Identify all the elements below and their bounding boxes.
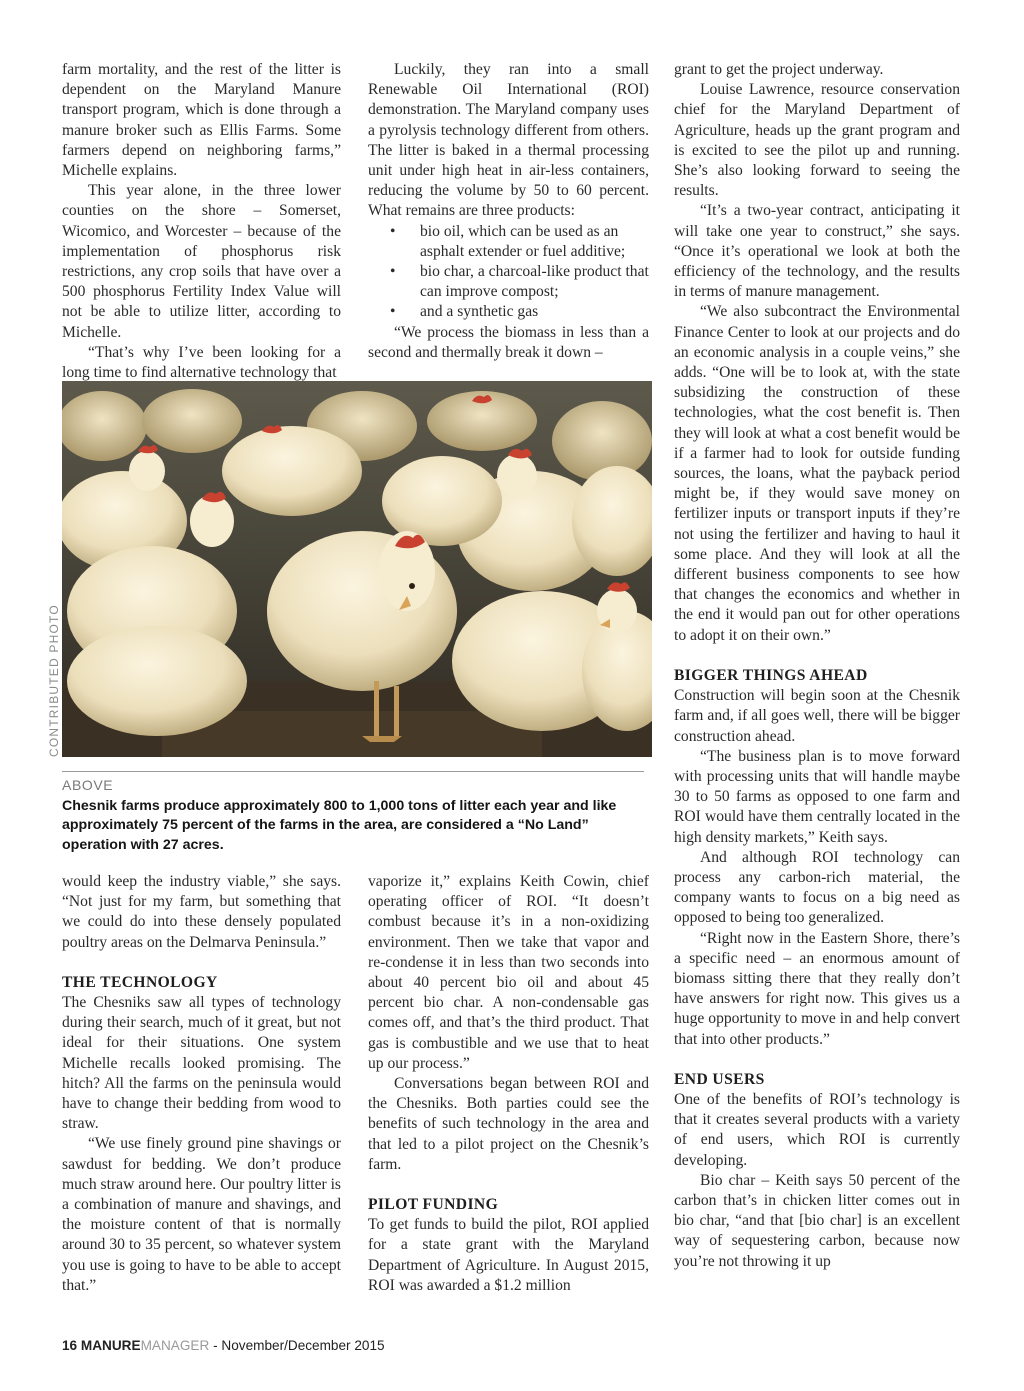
paragraph: grant to get the project underway.	[674, 61, 884, 78]
page-number: 16	[62, 1338, 78, 1353]
paragraph: And although ROI technology can process any carbon-rich material, the company wants to focus on a big need as opposed to being too generalized.	[674, 848, 960, 927]
product-list	[368, 222, 649, 323]
paragraph: “That’s why I’ve been looking for a long time to find alternative technology that	[62, 343, 341, 382]
column-2-top	[368, 60, 649, 363]
caption-label: ABOVE	[62, 777, 114, 793]
paragraph: The Chesniks saw all types of technology during their search, much of it great, but not ideal for their situations. One system Michelle recalls looked promising. The hitch? All the farms on the peninsula would have to change their bedding from wood to straw.	[62, 994, 341, 1133]
photo-credit: CONTRIBUTED PHOTO	[47, 604, 61, 757]
paragraph: vaporize it,” explains Keith Cowin, chief operating officer of ROI. “It doesn’t combust because it’s in a non-oxidizing environment. Then we take that vapor and re-condense it in less than two seconds into about 40 percent bio oil and about 45 percent bio char. A non-condensable gas comes off, and that’s the third product. That gas is combustible and we use that to heat up our process.”	[368, 873, 649, 1072]
section-heading: END USERS	[674, 1070, 765, 1088]
list-item: • bio char, a charcoal-like product that can improve compost;	[368, 262, 649, 302]
paragraph: “The business plan is to move forward with processing units that will handle maybe 30 to 50 farms as opposed to one farm and ROI would have them centrally located in the high density markets,” Keith says.	[674, 747, 960, 846]
section-heading: BIGGER THINGS AHEAD	[674, 666, 868, 684]
list-item: • bio oil, which can be used as an asphalt extender or fuel additive;	[368, 222, 649, 262]
paragraph: Luckily, they ran into a small Renewable Oil International (ROI) demonstration. The Maryland company uses a pyrolysis technology different from others. The litter is baked in a thermal processing unit under high heat in air-less containers, reducing the volume by 50 to 60 percent. What remains are three products:	[368, 61, 649, 220]
column-3	[674, 60, 960, 1272]
caption-rule	[62, 771, 644, 772]
magazine-name-light: MANAGER	[140, 1338, 210, 1353]
paragraph: would keep the industry viable,” she says. “Not just for my farm, but something that we could do into these densely populated poultry areas on the Delmarva Peninsula.”	[62, 873, 341, 951]
section-heading: THE TECHNOLOGY	[62, 973, 218, 991]
column-2-bottom	[368, 872, 649, 1296]
paragraph: Conversations began between ROI and the Chesniks. Both parties could see the benefits of such technology in the area and that led to a pilot project on the Chesnik’s farm.	[368, 1075, 649, 1173]
paragraph: This year alone, in the three lower counties on the shore – Somerset, Wicomico, and Worcester – because of the implementation of phosphorus risk restrictions, any crop soils that have over a 500 phosphorus Fertility Index Value will not be able to utilize litter, according to Michelle.	[62, 182, 341, 341]
chickens-photo	[62, 381, 652, 757]
section-heading: PILOT FUNDING	[368, 1196, 499, 1214]
paragraph: “We process the biomass in less than a second and thermally break it down –	[368, 323, 649, 361]
paragraph: “We use finely ground pine shavings or sawdust for bedding. We don’t produce much straw around here. Our poultry litter is a combination of manure and shavings, and the moisture content of that is normally around 30 to 35 percent, so whatever system you use is going to have to be able to accept that.”	[62, 1135, 341, 1294]
magazine-name-bold: MANURE	[80, 1338, 141, 1353]
paragraph: Louise Lawrence, resource conservation chief for the Maryland Department of Agriculture, heads up the grant program and is excited to see the pilot up and running. She’s also looking forward to seeing the results.	[674, 81, 960, 200]
paragraph: “Right now in the Eastern Shore, there’s a specific need – an enormous amount of biomass sitting there that they really don’t have answers for right now. This gives us a huge opportunity to move in and help convert that into other products.”	[674, 929, 960, 1048]
page-footer	[62, 1338, 385, 1353]
paragraph: farm mortality, and the rest of the litter is dependent on the Maryland Manure transport program, which is done through a manure broker such as Ellis Farms. Some farmers depend on neighboring farms,” Michelle explains.	[62, 61, 341, 180]
paragraph: Bio char – Keith says 50 percent of the carbon that’s in chicken litter comes out in bio char, “and that [bio char] is an excellent way of sequestering carbon, because now you’re not throwing it up	[674, 1171, 960, 1270]
paragraph: “It’s a two-year contract, anticipating it will take one year to construct,” she says. “Once it’s operational we look at both the efficiency of the technology, and the results in terms of manure management.	[674, 202, 960, 301]
column-1-bottom	[62, 872, 341, 1296]
paragraph: “We also subcontract the Environmental Finance Center to look at our projects and do an economic analysis in a couple veins,” she adds. “One will be to look at, with the state subsidizing the construction of these technologies, what the cost benefit is. Then they will look at what a cost benefit would be if a farmer had to look for outside funding sources, the loans, what the payback period might be, if they would save money on fertilizer inputs or transport inputs if they’re not using the fertilizer and having to haul it some place. And they will look at all the different business components to see how that changes the economics and whether in the end it would pan out for other operations to adopt it on their own.”	[674, 303, 960, 644]
paragraph: Construction will begin soon at the Chesnik farm and, if all goes well, there will be bigger construction ahead.	[674, 687, 960, 745]
list-item: • and a synthetic gas	[368, 302, 649, 322]
paragraph: One of the benefits of ROI’s technology is that it creates several products with a variety of end users, which ROI is currently developing.	[674, 1090, 960, 1169]
paragraph: To get funds to build the pilot, ROI applied for a state grant with the Maryland Department of Agriculture. In August 2015, ROI was awarded a $1.2 million	[368, 1216, 649, 1294]
photo-caption: Chesnik farms produce approximately 800 to 1,000 tons of litter each year and like approximately 75 percent of the farms in the area, are considered a “No Land” operation with 27 acres.	[62, 798, 617, 853]
issue-date: - November/December 2015	[213, 1338, 385, 1353]
column-1-top	[62, 60, 341, 383]
